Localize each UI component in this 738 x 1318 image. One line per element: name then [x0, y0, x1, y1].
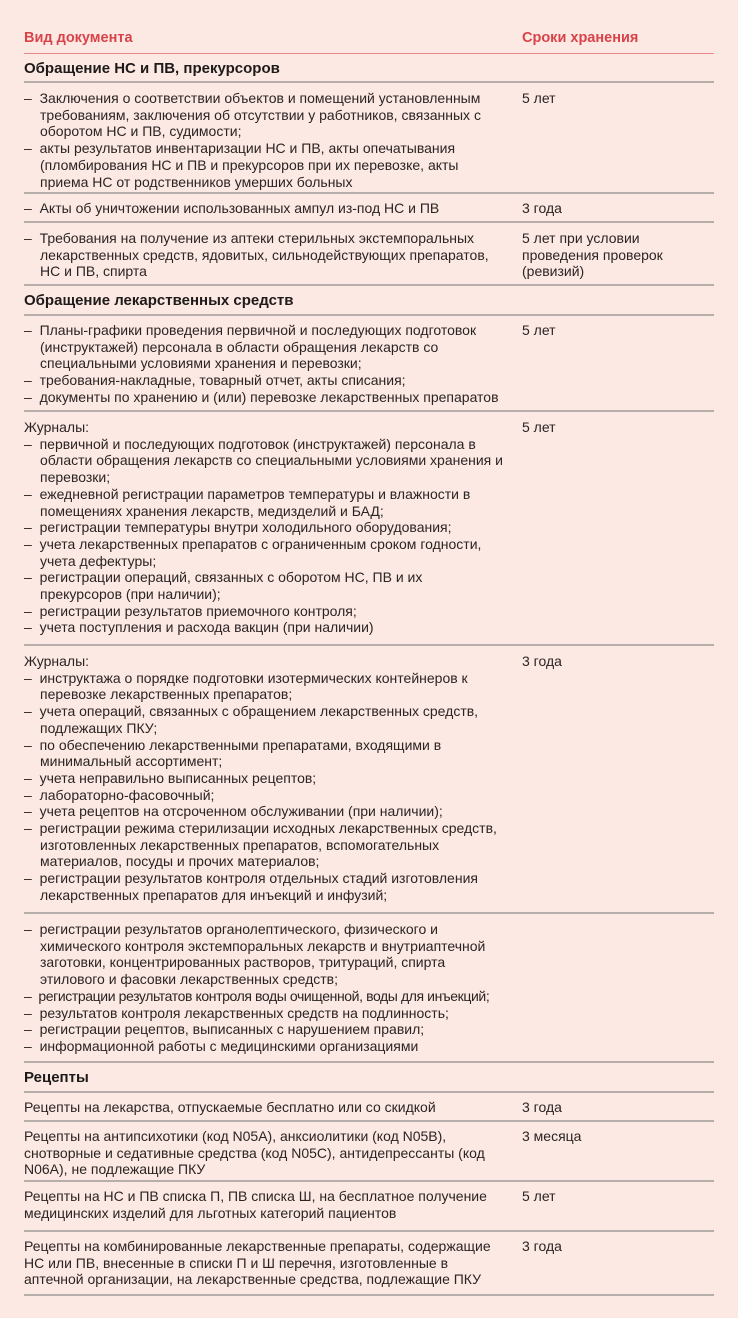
list-item: – по обеспечению лекарственными препаратами, входящими в минимальный ассортимент;: [24, 737, 508, 770]
table-row: [24, 646, 714, 914]
section-title: Обращение НС и ПВ, прекурсоров: [24, 60, 280, 77]
header-document-type: Вид документа: [24, 30, 133, 46]
list-item: – регистрации результатов контроля воды очищенной, воды для инъекций;: [24, 988, 508, 1005]
table-row: [24, 1232, 714, 1296]
storage-term: 3 года: [522, 200, 562, 216]
section-header: [24, 53, 714, 83]
journals-intro: Журналы:: [24, 419, 90, 435]
table-header: [24, 26, 714, 54]
document-cell: Рецепты на комбинированные лекарственные препараты, содержащие НС или ПВ, внесенные в списки П и Ш перечня, изготовленные в аптечной организации, на лекарственные средства, подлежащие ПКУ: [24, 1238, 491, 1288]
list-item: – Заключения о соответствии объектов и помещений установленным требованиям, заключения об отсутствии у работников, связанных с оборотом НС и ПВ, судимости;: [24, 90, 508, 140]
list-item: – учета поступления и расхода вакцин (при наличии): [24, 619, 508, 636]
section-header: [24, 286, 714, 316]
list-item: – акты результатов инвентаризации НС и ПВ, акты опечатывания (пломбирования НС и ПВ и прекурсоров при их перевозке, акты приема НС от родственников умерших больных: [24, 140, 508, 190]
list-item: – регистрации режима стерилизации исходных лекарственных средств, изготовленных лекарственных препаратов, вспомогательных материалов, посуды и прочих материалов;: [24, 820, 508, 870]
list-item: – информационной работы с медицинскими организациями: [24, 1038, 508, 1055]
list-item: – регистрации температуры внутри холодильного оборудования;: [24, 519, 508, 536]
document-cell: [24, 921, 508, 1055]
table-row: [24, 1122, 714, 1182]
list-item: – документы по хранению и (или) перевозке лекарственных препаратов: [24, 389, 508, 406]
list-item: – регистрации результатов приемочного контроля;: [24, 603, 508, 620]
storage-term: 5 лет: [522, 419, 556, 435]
table-row: [24, 412, 714, 646]
list-item: – ежедневной регистрации параметров температуры и влажности в помещениях хранения лекарств, медизделий и БАД;: [24, 486, 508, 519]
storage-term: 5 лет: [522, 1188, 556, 1204]
document-cell: [24, 419, 508, 636]
list-item: – учета лекарственных препаратов с ограниченным сроком годности, учета дефектуры;: [24, 536, 508, 569]
list-item: – учета операций, связанных с обращением лекарственных средств, подлежащих ПКУ;: [24, 703, 508, 736]
document-cell: Рецепты на лекарства, отпускаемые бесплатно или со скидкой: [24, 1099, 436, 1115]
list-item: – регистрации результатов контроля отдельных стадий изготовления лекарственных препаратов для инъекций и инфузий;: [24, 870, 508, 903]
list-item: – Планы-графики проведения первичной и последующих подготовок (инструктажей) персонала в области обращения лекарств со специальными условиями хранения и перевозки;: [24, 322, 508, 372]
table-row: [24, 83, 714, 194]
document-cell: [24, 200, 508, 217]
list-item: – результатов контроля лекарственных средств на подлинность;: [24, 1005, 508, 1022]
table-row: [24, 914, 714, 1063]
document-cell: Рецепты на НС и ПВ списка П, ПВ списка Ш, на бесплатное получение медицинских изделий для льготных категорий пациентов: [24, 1188, 487, 1221]
list-item: – первичной и последующих подготовок (инструктажей) персонала в области обращения лекарств со специальными условиями хранения и перевозки;: [24, 436, 508, 486]
list-item: – инструктажа о порядке подготовки изотермических контейнеров к перевозке лекарственных препаратов;: [24, 670, 508, 703]
document-cell: [24, 322, 508, 406]
storage-term: 3 года: [522, 1099, 562, 1115]
storage-term: 5 лет: [522, 322, 556, 338]
list-item: – лабораторно-фасовочный;: [24, 787, 508, 804]
list-item: – Акты об уничтожении использованных ампул из-под НС и ПВ: [24, 200, 508, 217]
journals-intro: Журналы:: [24, 653, 90, 669]
table-row: [24, 194, 714, 223]
table-row: [24, 223, 714, 286]
table-row: [24, 1182, 714, 1232]
list-item: – Требования на получение из аптеки стерильных экстемпоральных лекарственных средств, ядовитых, сильнодействующих препаратов, НС и ПВ, спирта: [24, 230, 508, 280]
storage-term: 3 года: [522, 1238, 562, 1254]
list-item: – регистрации операций, связанных с оборотом НС, ПВ и их прекурсоров (при наличии);: [24, 569, 508, 602]
list-item: – регистрации рецептов, выписанных с нарушением правил;: [24, 1021, 508, 1038]
table-row: [24, 1093, 714, 1122]
storage-term: 3 года: [522, 653, 562, 669]
document-cell: [24, 230, 508, 280]
list-item: – учета неправильно выписанных рецептов;: [24, 770, 508, 787]
section-title: Обращение лекарственных средств: [24, 292, 294, 309]
table-row: [24, 316, 714, 412]
storage-term: 5 лет при условии проведения проверок (ревизий): [522, 230, 663, 280]
document-cell: Рецепты на антипсихотики (код N05A), анксиолитики (код N05B), снотворные и седативные средства (код N05C), антидепрессанты (код N06A), не подлежащие ПКУ: [24, 1128, 485, 1178]
list-item: – требования-накладные, товарный отчет, акты списания;: [24, 372, 508, 389]
section-header: [24, 1063, 714, 1093]
section-title: Рецепты: [24, 1069, 89, 1086]
list-item: – регистрации результатов органолептического, физического и химического контроля экстемпоральных лекарств и внутриаптечной заготовки, концентрированных растворов, тритураций, спирта этилового и фасовки лекарственных средств;: [24, 921, 508, 988]
document-cell: [24, 90, 508, 190]
storage-term: 3 месяца: [522, 1128, 582, 1144]
header-storage-term: Сроки хранения: [522, 30, 639, 46]
document-cell: [24, 653, 508, 904]
list-item: – учета рецептов на отсроченном обслуживании (при наличии);: [24, 803, 508, 820]
storage-term: 5 лет: [522, 90, 556, 106]
